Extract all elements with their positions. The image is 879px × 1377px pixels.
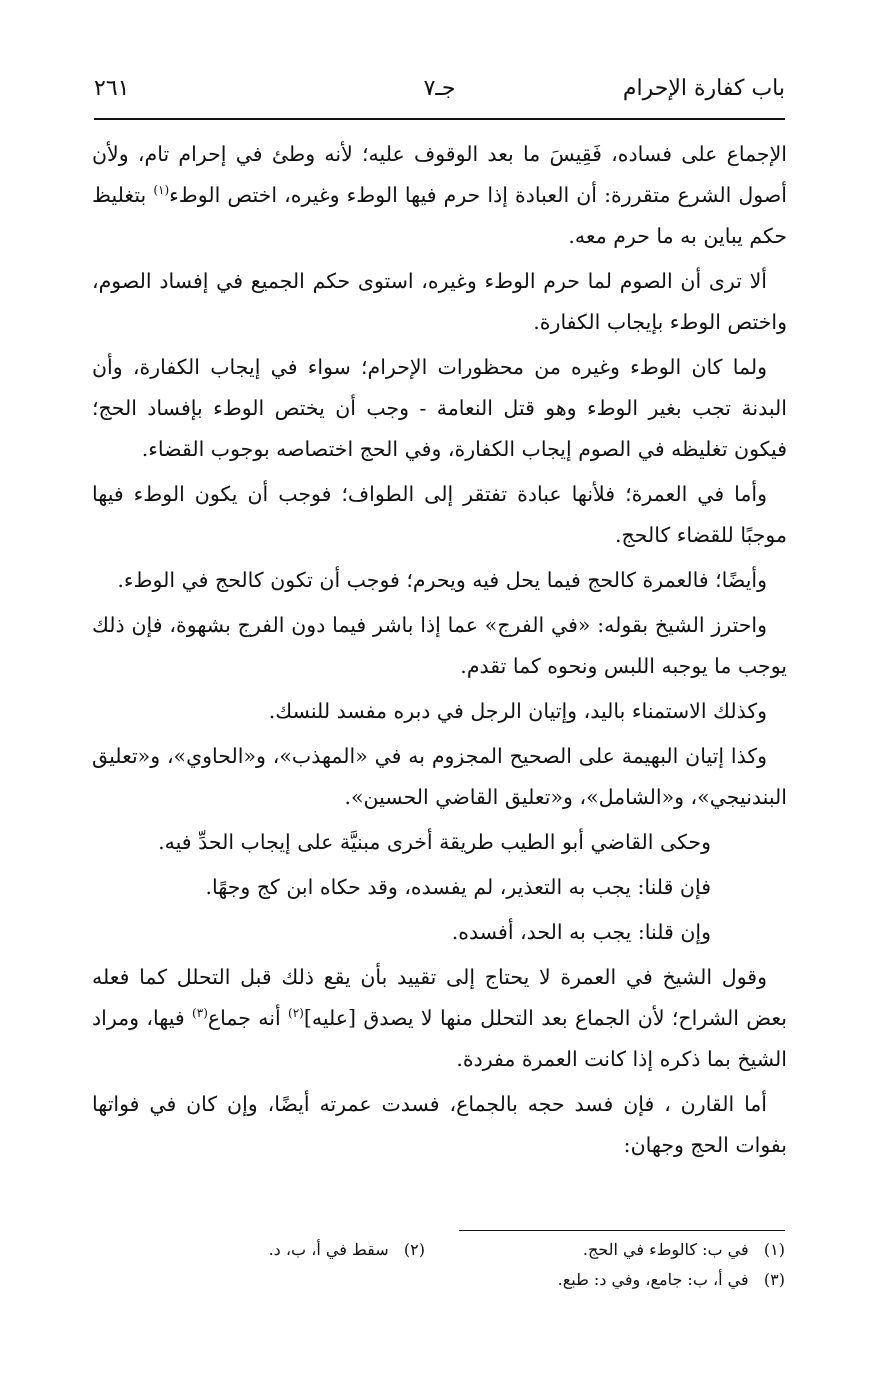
paragraph-6: واحترز الشيخ بقوله: «في الفرج» عما إذا باشر فيما دون الفرج بشهوة، فإن ذلك يوجب ما يوجبه اللبس ونحوه كما تقدم. — [92, 613, 787, 678]
paragraph-text: أنه جماع — [207, 1006, 288, 1030]
paragraph-text: بتغليظ حكم يباين به ما حرم معه. — [92, 183, 787, 248]
paragraph-4: وأما في العمرة؛ فلأنها عبادة تفتقر إلى الطواف؛ فوجب أن يكون الوطء فيها موجبًا للقضاء كالحج. — [92, 482, 787, 547]
paragraph-2: ألا ترى أن الصوم لما حرم الوطء وغيره، استوى حكم الجميع في إفساد الصوم، واختص الوطء بإيجاب الكفارة. — [92, 269, 787, 334]
footnote-ref-1: (١) — [153, 183, 170, 198]
footnote-row — [94, 1270, 785, 1300]
chapter-title: باب كفارة الإحرام — [622, 76, 785, 101]
paragraph-text: وقول الشيخ في العمرة لا يحتاج إلى تقييد بأن يقع ذلك قبل التحلل كما فعله بعض الشراح؛ لأن الجماع بعد التحلل منها لا يصدق [عليه] — [92, 965, 787, 1030]
footnote-text: في أ، ب: جامع، وفي د: طبع. — [557, 1270, 749, 1289]
main-text — [92, 134, 787, 1170]
page-number: ٢٦١ — [94, 76, 130, 101]
header-rule — [94, 118, 785, 120]
footnote-rule — [459, 1230, 785, 1231]
footnote-number: (١) — [763, 1240, 785, 1259]
paragraph-text: فيها، ومراد الشيخ بما ذكره إذا كانت العمرة مفردة. — [92, 1006, 787, 1071]
paragraph-10: فإن قلنا: يجب به التعذير، لم يفسده، وقد حكاه ابن كج وجهًا. — [205, 875, 711, 899]
paragraph-12 — [92, 957, 787, 1080]
footnote-ref-2: (٢) — [288, 1006, 304, 1021]
paragraph-13: أما القارن ، فإن فسد حجه بالجماع، فسدت عمرته أيضًا، وإن كان في فواتها بفوات الحج وجهان: — [92, 1092, 787, 1157]
paragraph-11: وإن قلنا: يجب به الحد، أفسده. — [451, 920, 711, 944]
footnote-2 — [269, 1240, 425, 1259]
footnote-text: سقط في أ، ب، د. — [268, 1240, 389, 1259]
paragraph-text: الإجماع على فساده، فَقِيسَ ما بعد الوقوف عليه؛ لأنه وطئ في إحرام تام، ولأن أصول الشرع متقررة: أن العبادة إذا حرم فيها الوطء وغيره، اختص الوطء — [92, 142, 787, 207]
volume-label: جـ٧ — [423, 76, 456, 101]
footnote-ref-3: (٣) — [192, 1006, 208, 1021]
paragraph-5: وأيضًا؛ فالعمرة كالحج فيما يحل فيه ويحرم؛ فوجب أن تكون كالحج في الوطء. — [117, 568, 767, 592]
paragraph-1 — [92, 134, 787, 257]
footnote-row — [94, 1240, 785, 1270]
footnote-number: (٣) — [763, 1270, 785, 1289]
footnote-text: في ب: كالوطء في الحج. — [582, 1240, 749, 1259]
footnotes — [94, 1240, 785, 1300]
paragraph-8: وكذا إتيان البهيمة على الصحيح المجزوم به في «المهذب»، و«الحاوي»، و«تعليق البندنيجي»، و«الشامل»، و«تعليق القاضي الحسين». — [92, 744, 787, 809]
footnote-3 — [558, 1270, 785, 1289]
page-header — [94, 74, 785, 114]
paragraph-9: وحكى القاضي أبو الطيب طريقة أخرى مبنيَّة على إيجاب الحدِّ فيه. — [158, 830, 711, 854]
paragraph-7: وكذلك الاستمناء باليد، وإتيان الرجل في دبره مفسد للنسك. — [268, 699, 767, 723]
footnote-number: (٢) — [403, 1240, 425, 1259]
footnote-1 — [583, 1240, 785, 1259]
paragraph-3: ولما كان الوطء وغيره من محظورات الإحرام؛ سواء في إيجاب الكفارة، وأن البدنة تجب بغير الوطء وهو قتل النعامة - وجب أن يختص الوطء بإفساد الحج؛ فيكون تغليظه في الصوم إيجاب الكفارة، وفي الحج اختصاصه بوجوب القضاء. — [92, 355, 787, 461]
